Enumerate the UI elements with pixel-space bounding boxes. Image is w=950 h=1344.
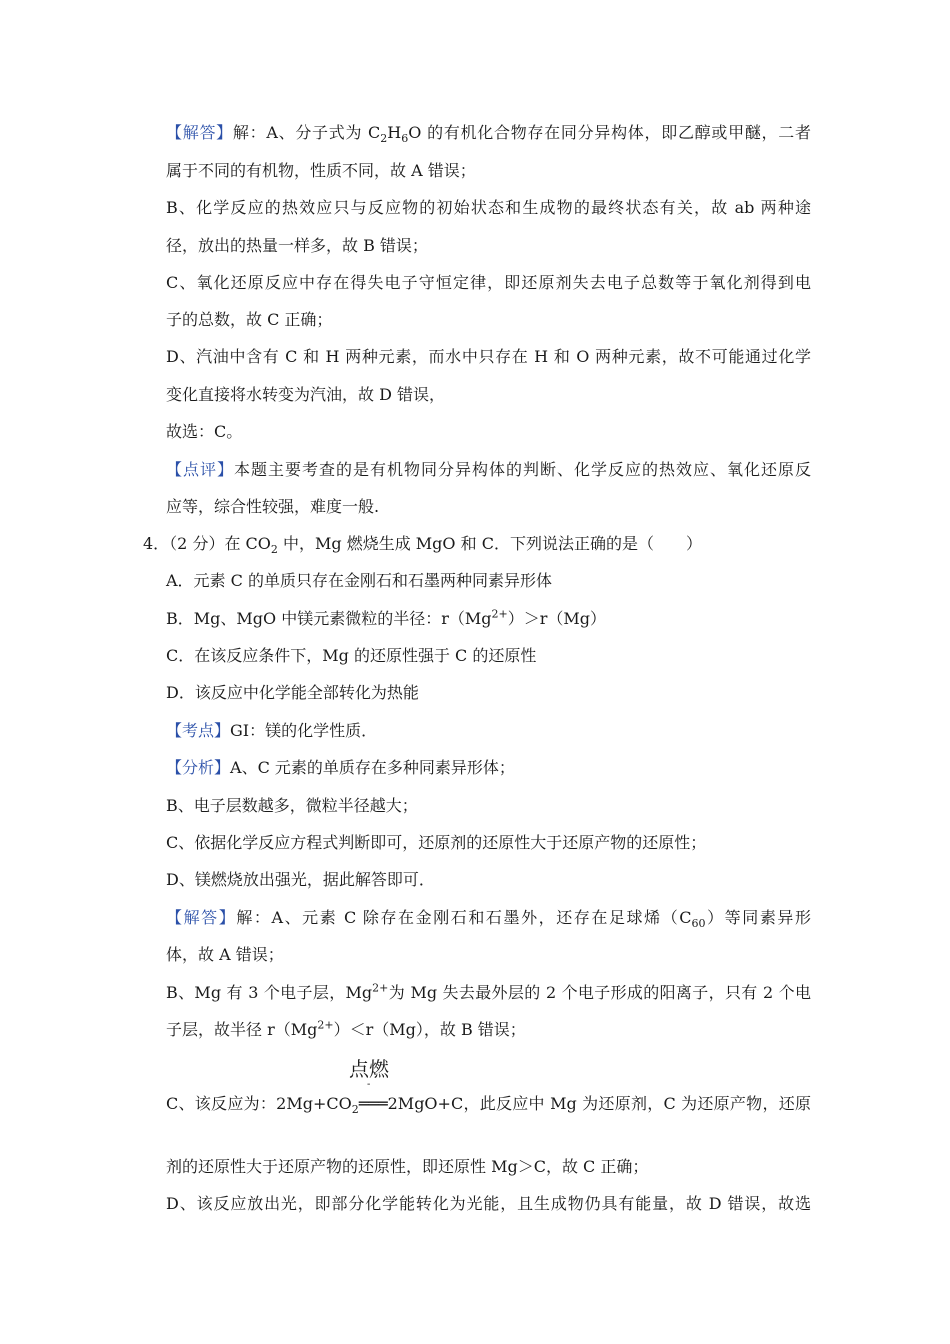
q4-analysis-line-2: B、电子层数越多，微粒半径越大； (166, 796, 418, 815)
q4-answer-line-2: 体，故 A 错误； (166, 945, 284, 964)
q3-comment-line-1: 【点评】本题主要考查的是有机物同分异构体的判断、化学反应的热效应、氧化还原反 (166, 460, 811, 479)
q4-option-a: A．元素 C 的单质只存在金刚石和石墨两种同素异形体 (166, 571, 552, 590)
q3-answer-line-8: 变化直接将水转变为汽油，故 D 错误， (166, 385, 446, 404)
q4-option-d: D．该反应中化学能全部转化为热能 (166, 683, 419, 702)
q3-answer-line-1: 【解答】解：A、分子式为 $C_2H_6O$ 的有机化合物存在同分异构体，即乙醇或甲醚，二者 (166, 123, 811, 146)
q3-answer-line-3: B、化学反应的热效应只与反应物的初始状态和生成物的最终状态有关，故 ab 两种途 (166, 198, 811, 217)
q3-answer-line-6: 子的总数，故 C 正确； (166, 310, 333, 329)
q3-answer-line-2: 属于不同的有机物，性质不同，故 A 错误； (166, 161, 476, 180)
reaction-condition-mark: - (367, 1079, 371, 1090)
q3-answer-line-9: 故选：C。 (166, 422, 243, 441)
reaction-arrow: ═══ (358, 1094, 388, 1113)
q4-answer-line-5: C、该反应为：$2Mg+CO_2═══2MgO+C$，此反应中 Mg 为还原剂，C 为还原产物，还原 (166, 1094, 811, 1117)
q3-comment-line-2: 应等，综合性较强，难度一般. (166, 497, 380, 516)
q4-analysis-line-1: 【分析】A、C 元素的单质存在多种同素异形体； (166, 758, 515, 777)
q3-answer-line-4: 径，放出的热量一样多，故 B 错误； (166, 236, 428, 255)
q3-answer-line-5: C、氧化还原反应中存在得失电子守恒定律，即还原剂失去电子总数等于氧化剂得到电 (166, 273, 811, 292)
q4-stem: 4．（2 分）在 $CO_2$ 中，Mg 燃烧生成 MgO 和 C．下列说法正确的是（ ） (143, 534, 702, 557)
answer-tag: 【解答】 (166, 908, 237, 927)
q4-answer-line-4: 子层，故半径 $r(Mg^{2+})<r(Mg)$，故 B 错误； (166, 1018, 526, 1039)
kaodian-tag: 【考点】 (166, 721, 231, 740)
q4-answer-line-3: B、Mg 有 3 个电子层，$Mg^{2+}$为 Mg 失去最外层的 2 个电子形成的阳离子，只有 2 个电 (166, 981, 811, 1002)
q4-kaodian: 【考点】GI：镁的化学性质． (166, 721, 378, 740)
q4-analysis-line-4: D、镁燃烧放出强光，据此解答即可． (166, 870, 435, 889)
q3-answer-line-7: D、汽油中含有 C 和 H 两种元素，而水中只存在 H 和 O 两种元素，故不可能通过化学 (166, 347, 811, 366)
reaction-condition: 点燃 (349, 1057, 389, 1081)
q4-answer-line-1: 【解答】解：A、元素 C 除存在金刚石和石墨外，还存在足球烯$(C_{60})$等同素异形 (166, 908, 811, 931)
answer-tag: 【解答】 (166, 123, 233, 142)
analysis-tag: 【分析】 (166, 758, 231, 777)
q4-option-c: C．在该反应条件下，Mg 的还原性强于 C 的还原性 (166, 646, 537, 665)
comment-tag: 【点评】 (166, 460, 234, 479)
q4-analysis-line-3: C、依据化学反应方程式判断即可，还原剂的还原性大于还原产物的还原性； (166, 833, 707, 852)
q4-answer-line-6: 剂的还原性大于还原产物的还原性，即还原性 Mg＞C，故 C 正确； (166, 1157, 649, 1176)
q4-answer-line-7: D、该反应放出光，即部分化学能转化为光能，且生成物仍具有能量，故 D 错误，故选 (166, 1194, 811, 1213)
q4-option-b: B．Mg、MgO 中镁元素微粒的半径：$r(Mg^{2+})>r(Mg)$ (166, 607, 606, 628)
